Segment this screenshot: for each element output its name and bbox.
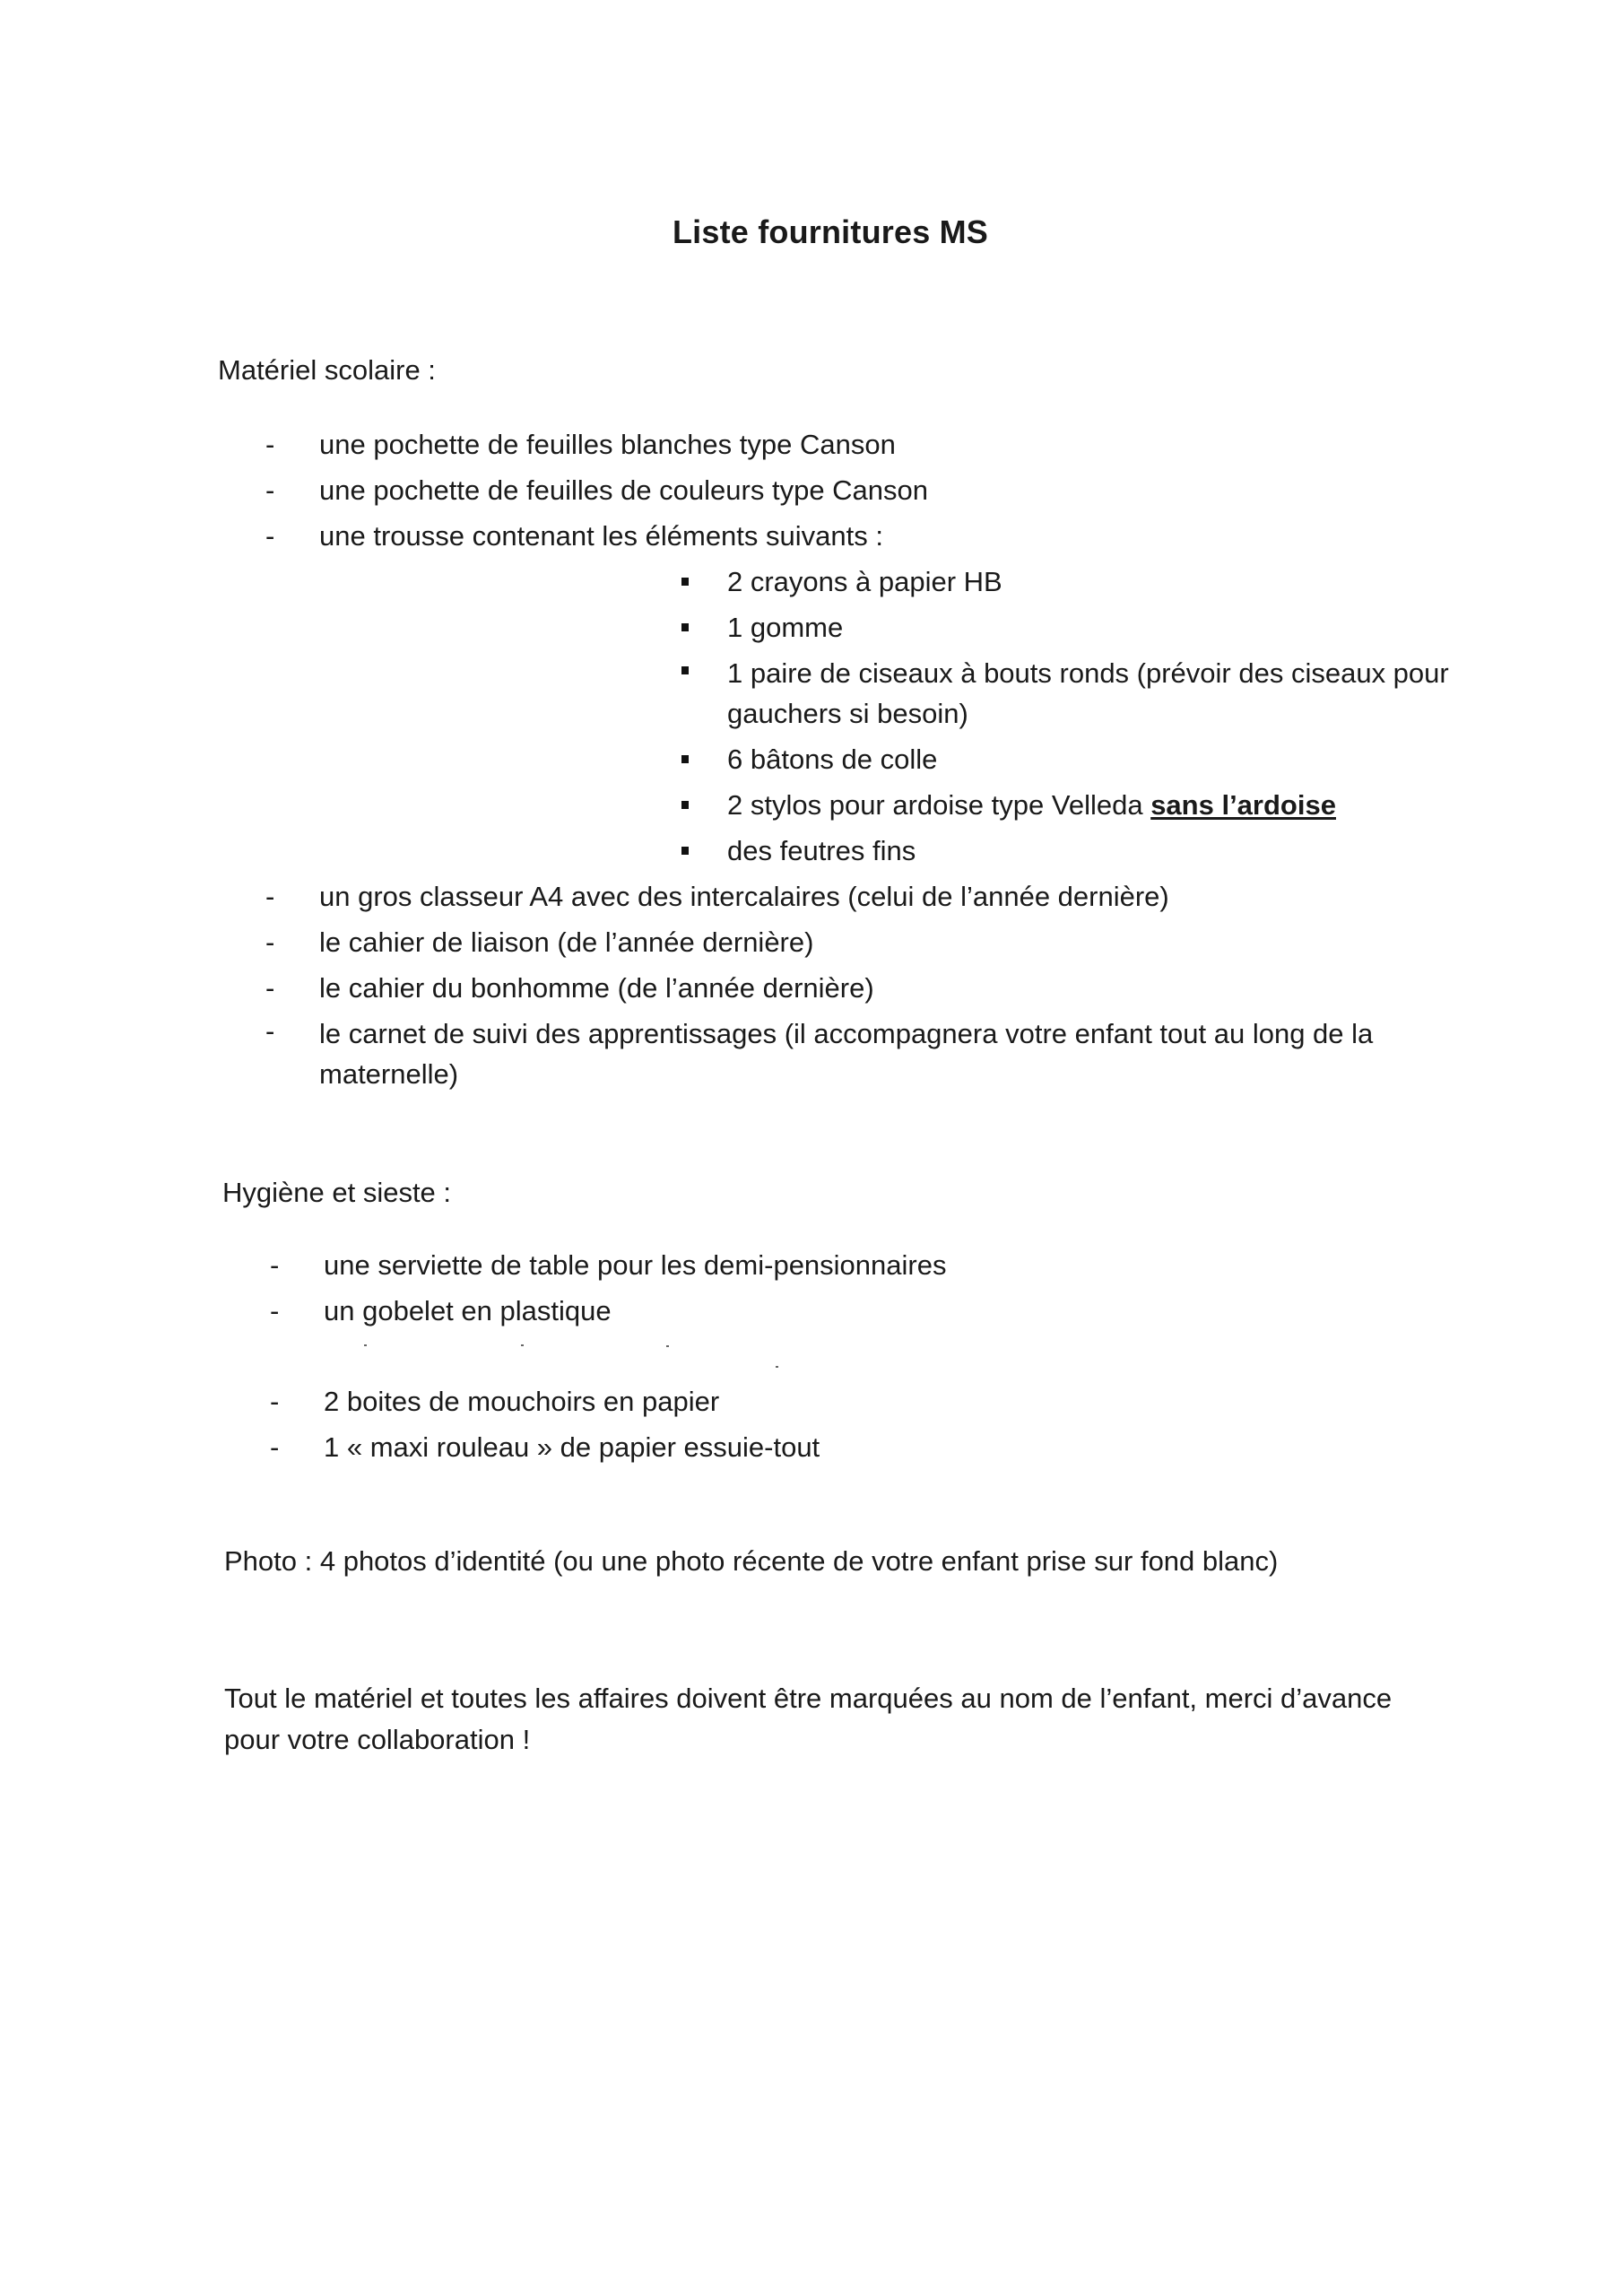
dash-bullet: - — [270, 1295, 280, 1326]
square-bullet-icon — [681, 801, 689, 809]
section-heading-materiel: Matériel scolaire : — [218, 354, 436, 386]
square-bullet-icon — [681, 623, 689, 631]
sub-list-item — [218, 782, 1552, 828]
list-item-text: une serviette de table pour les demi-pensionnaires — [324, 1249, 947, 1281]
blank-gap — [222, 1334, 1445, 1378]
list-item — [218, 919, 1440, 965]
trousse-sub-list — [319, 559, 1449, 874]
list-item-text: un gobelet en plastique — [324, 1295, 612, 1326]
list-item — [218, 1011, 1440, 1097]
sub-list-item — [218, 736, 1552, 782]
dash-bullet: - — [265, 1015, 275, 1047]
list-item-text: une pochette de feuilles de couleurs type Canson — [319, 474, 929, 506]
square-bullet-icon — [681, 578, 689, 586]
list-item-trousse — [218, 513, 1449, 874]
list-item-text: une trousse contenant les éléments suivants : — [319, 520, 883, 552]
sub-list-item-text: 6 bâtons de colle — [727, 744, 938, 775]
sub-list-item-text: 2 crayons à papier HB — [727, 566, 1002, 597]
list-item — [218, 467, 1440, 513]
list-item — [222, 1288, 1445, 1334]
scan-speck — [776, 1366, 778, 1368]
dash-bullet: - — [265, 881, 275, 912]
closing-note: Tout le matériel et toutes les affaires doivent être marquées au nom de l’enfant, merci d’avance pour votre collaboration ! — [224, 1683, 1393, 1755]
sub-list-item-text: des feutres fins — [727, 835, 916, 866]
square-bullet-icon — [681, 666, 689, 674]
sub-list-item-text: 1 gomme — [727, 612, 844, 643]
materiel-list — [218, 422, 1449, 1097]
dash-bullet: - — [270, 1249, 280, 1281]
dash-bullet: - — [265, 520, 275, 552]
list-item-text: le cahier du bonhomme (de l’année dernière) — [319, 972, 874, 1004]
sub-list-item-text: 1 paire de ciseaux à bouts ronds (prévoir des ciseaux pour gauchers si besoin) — [727, 657, 1449, 729]
hygiene-list — [222, 1242, 1445, 1470]
sub-list-item — [218, 604, 1552, 650]
dash-bullet: - — [265, 972, 275, 1004]
square-bullet-icon — [681, 847, 689, 855]
sub-list-item — [218, 559, 1552, 604]
sub-list-item — [218, 650, 1552, 736]
dash-bullet: - — [270, 1386, 280, 1417]
list-item — [218, 965, 1440, 1011]
list-item — [222, 1424, 1445, 1470]
list-item-text: le cahier de liaison (de l’année dernière) — [319, 926, 814, 958]
scan-speck — [364, 1344, 367, 1346]
photo-note: Photo : 4 photos d’identité (ou une photo récente de votre enfant prise sur fond blanc) — [224, 1545, 1279, 1577]
dash-bullet: - — [265, 474, 275, 506]
list-item-text: 1 « maxi rouleau » de papier essuie-tout — [324, 1431, 820, 1463]
dash-bullet: - — [265, 429, 275, 460]
emphasis-text: sans l’ardoise — [1150, 789, 1336, 821]
dash-bullet: - — [265, 926, 275, 958]
sub-list-item — [218, 828, 1552, 874]
section-heading-hygiene: Hygiène et sieste : — [222, 1177, 452, 1208]
dash-bullet: - — [270, 1431, 280, 1463]
list-item-text: une pochette de feuilles blanches type Canson — [319, 429, 896, 460]
list-item — [222, 1242, 1445, 1288]
document-title: Liste fournitures MS — [672, 213, 989, 250]
list-item-text: un gros classeur A4 avec des intercalaires (celui de l’année dernière) — [319, 881, 1169, 912]
list-item — [222, 1378, 1445, 1424]
list-item — [218, 422, 1440, 467]
list-item-text: le carnet de suivi des apprentissages (il accompagnera votre enfant tout au long de la maternelle) — [319, 1018, 1374, 1090]
scan-speck — [666, 1345, 669, 1347]
sub-list-item-text: 2 stylos pour ardoise type Velleda — [727, 789, 1151, 821]
scan-speck — [521, 1344, 524, 1346]
list-item-text: 2 boites de mouchoirs en papier — [324, 1386, 720, 1417]
square-bullet-icon — [681, 755, 689, 763]
list-item — [218, 874, 1440, 919]
